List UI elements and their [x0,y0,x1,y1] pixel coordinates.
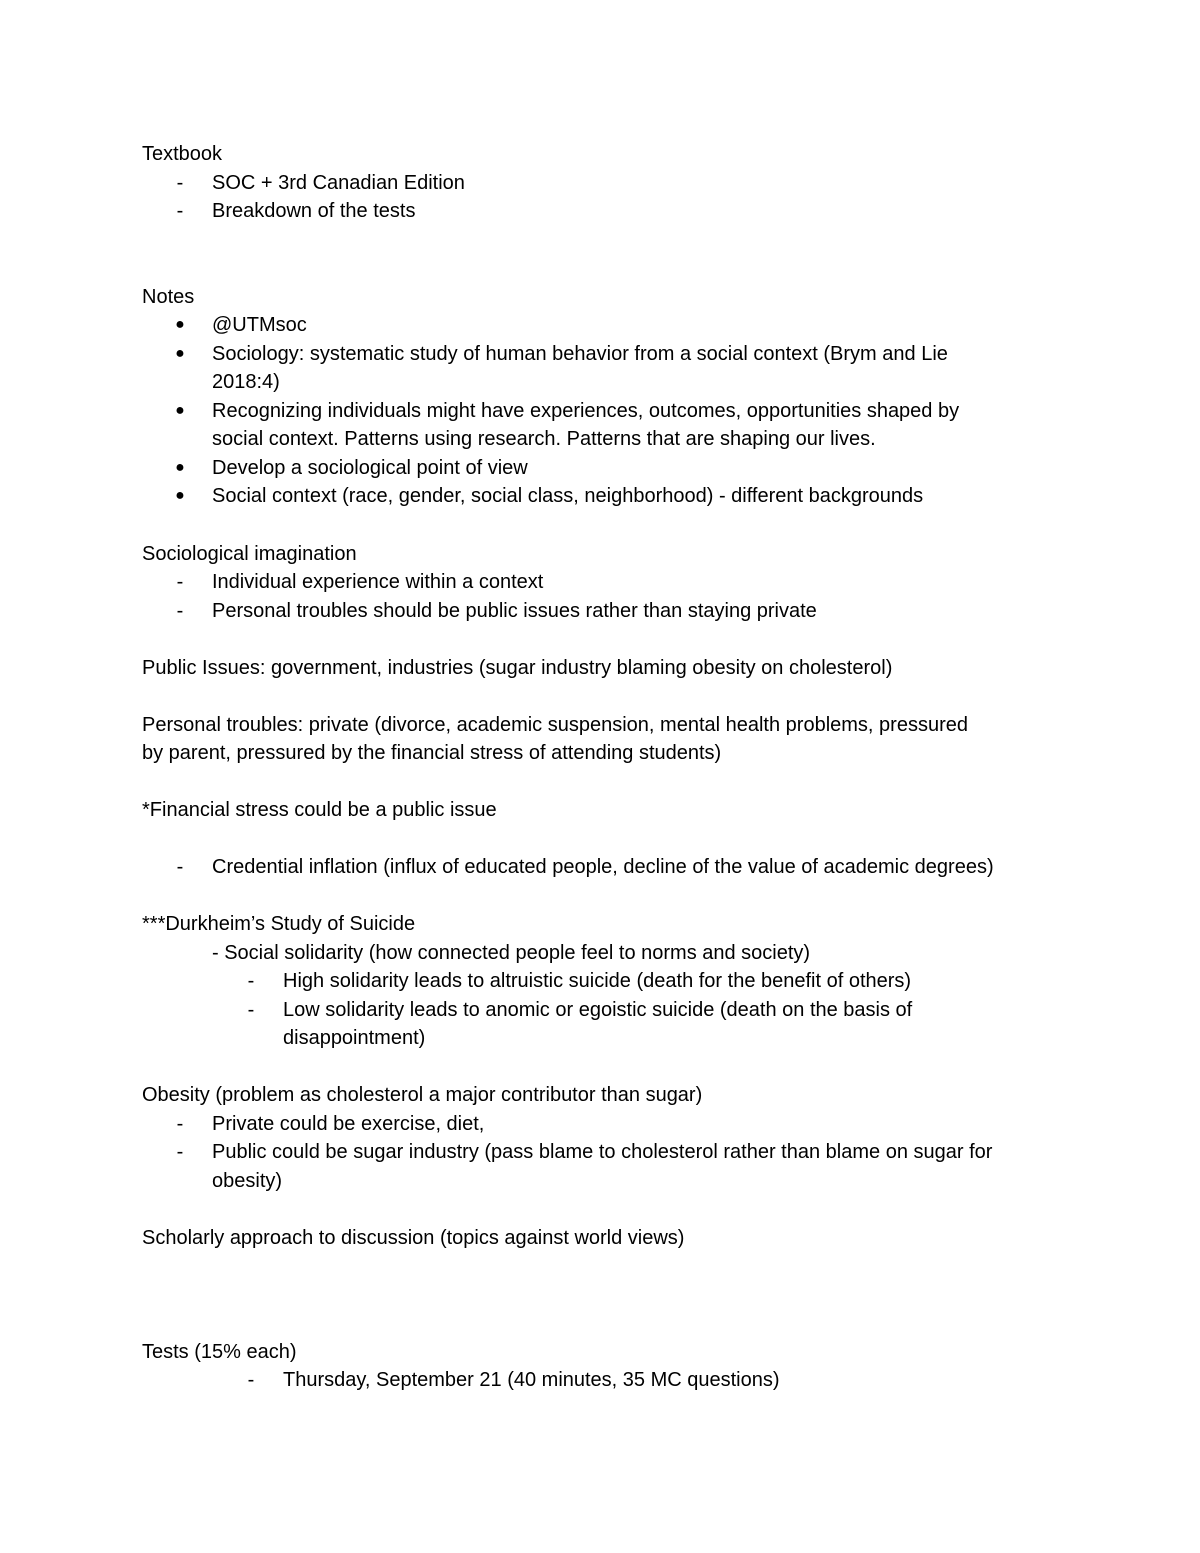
textbook-item: SOC + 3rd Canadian Edition [212,172,465,194]
dash-marker: - [247,970,255,992]
obesity-heading: Obesity (problem as cholesterol a major contributor than sugar) [142,1084,703,1106]
personal-troubles-paragraph-continued: by parent, pressured by the financial stress of attending students) [142,742,722,764]
dash-marker: - [176,600,184,622]
durkheim-item: Low solidarity leads to anomic or egoistic suicide (death on the basis of [283,999,913,1021]
personal-troubles-paragraph: Personal troubles: private (divorce, academic suspension, mental health problems, pressured [142,714,968,736]
dash-marker: - [247,999,255,1021]
obesity-item-continued: obesity) [212,1170,283,1192]
durkheim-heading: ***Durkheim’s Study of Suicide [142,913,416,935]
notes-heading: Notes [142,286,195,308]
obesity-item: Private could be exercise, diet, [212,1113,485,1135]
obesity-item: Public could be sugar industry (pass blame to cholesterol rather than blame on sugar for [212,1141,993,1163]
dash-marker: - [176,200,184,222]
dash-marker: - [176,571,184,593]
imagination-item: Personal troubles should be public issues rather than staying private [212,600,817,622]
sociological-imagination-heading: Sociological imagination [142,543,357,565]
credential-inflation-item: Credential inflation (influx of educated people, decline of the value of academic degrees) [212,856,994,878]
notes-item: Social context (race, gender, social class, neighborhood) - different backgrounds [212,485,924,507]
notes-item: Develop a sociological point of view [212,457,528,479]
durkheim-item: High solidarity leads to altruistic suicide (death for the benefit of others) [283,970,912,992]
imagination-item: Individual experience within a context [212,571,544,593]
textbook-heading: Textbook [142,143,223,165]
tests-heading: Tests (15% each) [142,1341,297,1363]
dash-marker: - [176,856,184,878]
dash-marker: - [176,1113,184,1135]
durkheim-subitem: - Social solidarity (how connected people feel to norms and society) [212,942,811,964]
tests-item: Thursday, September 21 (40 minutes, 35 MC questions) [283,1369,780,1391]
dash-marker: - [176,172,184,194]
bullet-marker: ● [175,459,185,476]
bullet-marker: ● [175,345,185,362]
notes-item-continued: social context. Patterns using research. Patterns that are shaping our lives. [212,428,876,450]
bullet-marker: ● [175,487,185,504]
durkheim-item-continued: disappointment) [283,1027,426,1049]
public-issues-paragraph: Public Issues: government, industries (sugar industry blaming obesity on cholesterol) [142,657,893,679]
notes-item: Recognizing individuals might have experiences, outcomes, opportunities shaped by [212,400,960,422]
bullet-marker: ● [175,316,185,333]
notes-item: @UTMsoc [212,314,307,336]
dash-marker: - [247,1369,255,1391]
dash-marker: - [176,1141,184,1163]
textbook-item: Breakdown of the tests [212,200,416,222]
bullet-marker: ● [175,402,185,419]
notes-item: Sociology: systematic study of human behavior from a social context (Brym and Lie [212,343,948,365]
financial-stress-note: *Financial stress could be a public issue [142,799,497,821]
notes-item-continued: 2018:4) [212,371,280,393]
scholarly-approach-paragraph: Scholarly approach to discussion (topics against world views) [142,1227,685,1249]
